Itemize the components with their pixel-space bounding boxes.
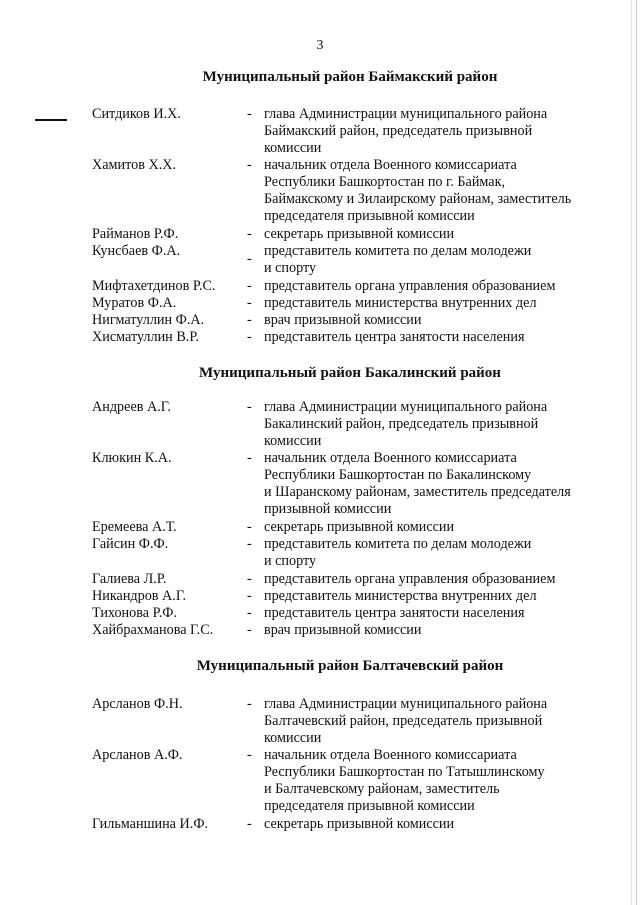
member-name: Арсланов А.Ф. <box>92 747 183 763</box>
page-number: 3 <box>316 38 324 53</box>
member-role: представитель министерства внутренних дел <box>264 588 537 604</box>
member-name: Хисматуллин В.Р. <box>92 329 199 345</box>
member-role: представитель комитета по делам молодежи и спорту <box>264 243 532 276</box>
member-name: Тихонова Р.Ф. <box>92 605 178 621</box>
separator-dash: - <box>247 295 252 311</box>
member-role: начальник отдела Военного комиссариата Республики Башкортостан по Бакалинскому и Шаранскому районам, заместитель председателя призывной комиссии <box>264 450 571 517</box>
member-role: врач призывной комиссии <box>264 622 422 638</box>
separator-dash: - <box>247 519 252 535</box>
separator-dash: - <box>247 329 252 345</box>
member-role: начальник отдела Военного комиссариата Республики Башкортостан по Татышлинскому и Балтачевскому районам, заместитель председателя призывной комиссии <box>264 747 545 814</box>
member-role: представитель центра занятости населения <box>264 605 525 621</box>
separator-dash: - <box>247 696 252 712</box>
separator-dash: - <box>247 450 252 466</box>
separator-dash: - <box>247 571 252 587</box>
member-name: Райманов Р.Ф. <box>92 226 179 242</box>
separator-dash: - <box>247 226 252 242</box>
member-name: Гайсин Ф.Ф. <box>92 536 169 552</box>
member-role: глава Администрации муниципального района Балтачевский район, председатель призывной комиссии <box>264 696 548 746</box>
section-title: Муниципальный район Балтачевский район <box>196 658 504 674</box>
margin-mark <box>35 119 67 121</box>
separator-dash: - <box>247 605 252 621</box>
separator-dash: - <box>247 399 252 415</box>
member-name: Галиева Л.Р. <box>92 571 167 587</box>
member-role: представитель комитета по делам молодежи и спорту <box>264 536 532 569</box>
separator-dash: - <box>247 747 252 763</box>
separator-dash: - <box>247 251 252 267</box>
scan-edge-line <box>631 0 632 905</box>
member-name: Никандров А.Г. <box>92 588 186 604</box>
member-name: Андреев А.Г. <box>92 399 171 415</box>
member-name: Кунсбаев Ф.А. <box>92 243 181 259</box>
separator-dash: - <box>247 312 252 328</box>
member-role: начальник отдела Военного комиссариата Республики Башкортостан по г. Баймак, Баймакскому и Зилаирскому районам, заместитель председателя призывной комиссии <box>264 157 572 224</box>
member-name: Нигматуллин Ф.А. <box>92 312 205 328</box>
separator-dash: - <box>247 588 252 604</box>
member-role: представитель органа управления образованием <box>264 278 556 294</box>
separator-dash: - <box>247 106 252 122</box>
separator-dash: - <box>247 622 252 638</box>
member-name: Мифтахетдинов Р.С. <box>92 278 216 294</box>
separator-dash: - <box>247 278 252 294</box>
member-name: Хайбрахманова Г.С. <box>92 622 214 638</box>
member-name: Ситдиков И.Х. <box>92 106 181 122</box>
member-name: Еремеева А.Т. <box>92 519 177 535</box>
separator-dash: - <box>247 536 252 552</box>
member-name: Гильманшина И.Ф. <box>92 816 209 832</box>
member-role: секретарь призывной комиссии <box>264 519 455 535</box>
member-role: глава Администрации муниципального района Баймакский район, председатель призывной комиссии <box>264 106 548 156</box>
member-role: врач призывной комиссии <box>264 312 422 328</box>
member-name: Хамитов Х.Х. <box>92 157 177 173</box>
scan-edge-line <box>636 0 637 905</box>
member-name: Клюкин К.А. <box>92 450 172 466</box>
member-role: секретарь призывной комиссии <box>264 226 455 242</box>
separator-dash: - <box>247 157 252 173</box>
separator-dash: - <box>247 816 252 832</box>
member-role: представитель центра занятости населения <box>264 329 525 345</box>
section-title: Муниципальный район Баймакский район <box>202 69 498 85</box>
member-name: Муратов Ф.А. <box>92 295 177 311</box>
member-name: Арсланов Ф.Н. <box>92 696 183 712</box>
member-role: представитель органа управления образованием <box>264 571 556 587</box>
member-role: представитель министерства внутренних дел <box>264 295 537 311</box>
member-role: глава Администрации муниципального района Бакалинский район, председатель призывной комиссии <box>264 399 548 449</box>
member-role: секретарь призывной комиссии <box>264 816 455 832</box>
section-title: Муниципальный район Бакалинский район <box>199 365 501 381</box>
